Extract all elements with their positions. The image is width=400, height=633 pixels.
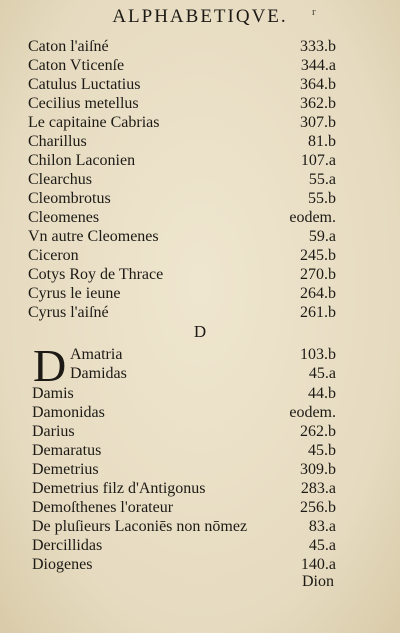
entry-name: Ciceron bbox=[28, 247, 79, 264]
index-entry bbox=[32, 403, 336, 423]
index-entry bbox=[28, 246, 336, 266]
entry-name: Cleomenes bbox=[28, 209, 100, 226]
entry-name: Charillus bbox=[28, 133, 87, 150]
entry-ref: 45.a bbox=[308, 365, 336, 382]
index-entry bbox=[28, 113, 336, 133]
entry-ref: 264.b bbox=[300, 285, 336, 302]
index-entry bbox=[70, 345, 336, 365]
entry-ref: 55.a bbox=[308, 171, 336, 188]
entry-ref: 256.b bbox=[300, 499, 336, 516]
entry-ref: eodem. bbox=[289, 209, 336, 226]
entry-name: Demoſthenes l'orateur bbox=[32, 499, 174, 516]
entry-ref: 362.b bbox=[300, 95, 336, 112]
entry-name: Cyrus le ieune bbox=[28, 285, 121, 302]
entry-ref: 333.b bbox=[300, 38, 336, 55]
entry-ref: eodem. bbox=[289, 404, 336, 421]
entry-name: De pluſieurs Laconiēs non nōmez bbox=[32, 518, 248, 535]
index-entry bbox=[28, 132, 336, 152]
entry-name: Chilon Laconien bbox=[28, 152, 136, 169]
entry-ref: 59.a bbox=[308, 228, 336, 245]
entry-name: Damonidas bbox=[32, 404, 105, 421]
index-entry bbox=[28, 170, 336, 190]
entry-name: Demaratus bbox=[32, 442, 102, 459]
entry-ref: 344.a bbox=[300, 57, 336, 74]
entry-ref: 83.a bbox=[308, 518, 336, 535]
index-entry bbox=[32, 555, 336, 575]
entry-name: Amatria bbox=[70, 346, 123, 363]
index-entry bbox=[32, 498, 336, 518]
entry-name: Cyrus l'aiſné bbox=[28, 304, 109, 321]
index-entry bbox=[28, 75, 336, 95]
entry-ref: 140.a bbox=[300, 556, 336, 573]
catchword: Dion bbox=[302, 573, 334, 590]
index-entry bbox=[32, 384, 336, 404]
entry-ref: 103.b bbox=[300, 346, 336, 363]
entry-name: Caton Vticenſe bbox=[28, 57, 125, 74]
index-entry bbox=[28, 303, 336, 323]
entry-ref: 307.b bbox=[300, 114, 336, 131]
entry-name: Demetrius bbox=[32, 461, 99, 478]
index-entry bbox=[32, 422, 336, 442]
entry-name: Demetrius filz d'Antigonus bbox=[32, 480, 206, 497]
index-entry bbox=[28, 56, 336, 76]
index-entry bbox=[28, 265, 336, 285]
index-entry bbox=[32, 441, 336, 461]
entry-name: Damis bbox=[32, 385, 74, 402]
entry-name: Vn autre Cleomenes bbox=[28, 228, 159, 245]
entry-name: Clearchus bbox=[28, 171, 92, 188]
entry-ref: 364.b bbox=[300, 76, 336, 93]
entry-ref: 261.b bbox=[300, 304, 336, 321]
section-letter: D bbox=[193, 322, 207, 341]
entry-ref: 309.b bbox=[300, 461, 336, 478]
drop-capital: D bbox=[33, 340, 67, 391]
header-mark: r bbox=[312, 6, 316, 18]
entry-name: Catulus Luctatius bbox=[28, 76, 141, 93]
entry-ref: 107.a bbox=[300, 152, 336, 169]
entry-name: Le capitaine Cabrias bbox=[28, 114, 160, 131]
entry-ref: 44.b bbox=[308, 385, 336, 402]
entry-ref: 283.a bbox=[300, 480, 336, 497]
index-entry bbox=[28, 227, 336, 247]
index-entry bbox=[32, 536, 336, 556]
index-entry bbox=[28, 94, 336, 114]
index-entry bbox=[28, 37, 336, 57]
entry-ref: 270.b bbox=[300, 266, 336, 283]
entry-ref: 81.b bbox=[308, 133, 336, 150]
index-entry bbox=[32, 460, 336, 480]
entry-name: Cecilius metellus bbox=[28, 95, 139, 112]
entry-name: Diogenes bbox=[32, 556, 93, 573]
entry-name: Caton l'aiſné bbox=[28, 38, 109, 55]
entry-ref: 55.b bbox=[308, 190, 336, 207]
index-entry bbox=[70, 364, 336, 384]
entry-name: Cleombrotus bbox=[28, 190, 111, 207]
index-entry bbox=[28, 189, 336, 209]
entry-name: Dercillidas bbox=[32, 537, 103, 554]
entry-ref: 45.b bbox=[308, 442, 336, 459]
running-header: ALPHABETIQVE. bbox=[112, 6, 288, 27]
index-entry bbox=[32, 479, 336, 499]
entry-name: Damidas bbox=[70, 365, 127, 382]
entry-name: Darius bbox=[32, 423, 75, 440]
index-entry bbox=[28, 284, 336, 304]
entry-ref: 245.b bbox=[300, 247, 336, 264]
entry-name: Cotys Roy de Thrace bbox=[28, 266, 164, 283]
index-entry bbox=[28, 208, 336, 228]
index-entry bbox=[28, 151, 336, 171]
entry-ref: 45.a bbox=[308, 537, 336, 554]
index-entry bbox=[32, 517, 336, 537]
entry-ref: 262.b bbox=[300, 423, 336, 440]
